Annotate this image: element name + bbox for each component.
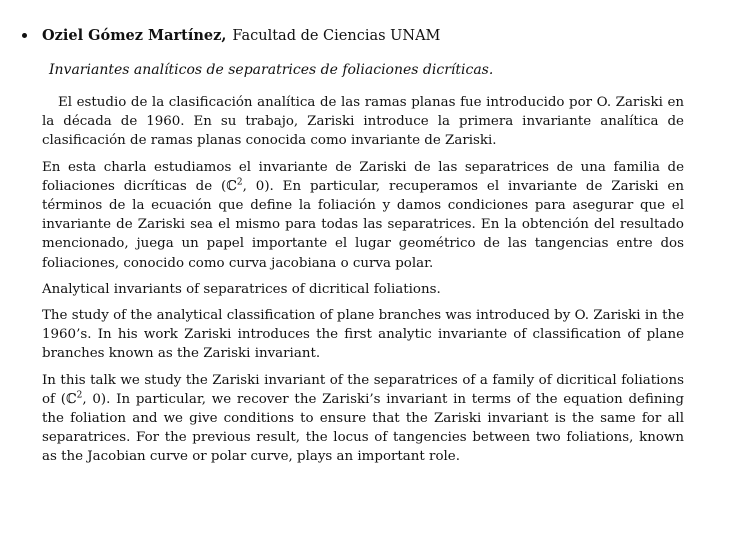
abstract-en-paragraph-1: The study of the analytical classification of plane branches was introduced by O. Zariski in the 1960’s. In his work Zariski introduces the first analytic invariante of classification of plane branches known as the Zariski invariant. — [42, 308, 684, 362]
talk-title-english: Analytical invariants of separatrices of dicritical foliations. — [42, 281, 441, 297]
abstract-body — [42, 93, 684, 474]
talk-title-spanish: Invariantes analíticos de separatrices de foliaciones dicríticas. — [49, 62, 494, 78]
abstract-es-p2-exponent: 2 — [236, 177, 243, 188]
author-affiliation: Facultad de Ciencias UNAM — [232, 28, 441, 44]
abstract-en-paragraph-2 — [42, 371, 684, 467]
abstract-en-p2-text-b: , 0). In particular, we recover the Zariski’s invariant in terms of the equation defining the foliation and we give conditions to ensure that the Zariski invariant is the same for all separatrices. For the previous result, the locus of tangencies between two foliations, known as the Jacobian curve or polar curve, plays an important role. — [42, 391, 684, 465]
abstract-es-p2-text-b: , 0). En particular, recuperamos el invariante de Zariski en términos de la ecuación que define la foliación y damos condiciones para asegurar que el invariante de Zariski sea el mismo para todas las separatrices. En la obtención del resultado mencionado, juega un papel importante el lugar geométrico de las tangencias entre dos foliaciones, conocido como curva jacobiana o curva polar. — [42, 178, 684, 271]
abstract-en-p2-text-a: In this talk we study the Zariski invariant of the separatrices of a family of dicritical foliations of (ℂ — [42, 372, 684, 407]
author-name: Oziel Gómez Martínez, — [42, 27, 227, 44]
abstract-en-p2-exponent: 2 — [76, 390, 83, 401]
abstract-es-paragraph-1: El estudio de la clasificación analítica de las ramas planas fue introducido por O. Zariski en la década de 1960. En su trabajo, Zariski introduce la primera invariante analítica de clasificación de ramas planas conocida como invariante de Zariski. — [42, 95, 684, 149]
abstract-es-paragraph-2 — [42, 158, 684, 273]
bullet-marker — [22, 33, 27, 38]
author-line — [42, 26, 440, 46]
abstract-es-p2-text-a: En esta charla estudiamos el invariante de Zariski de las separatrices de una familia de foliaciones dicríticas de (ℂ — [42, 159, 684, 194]
